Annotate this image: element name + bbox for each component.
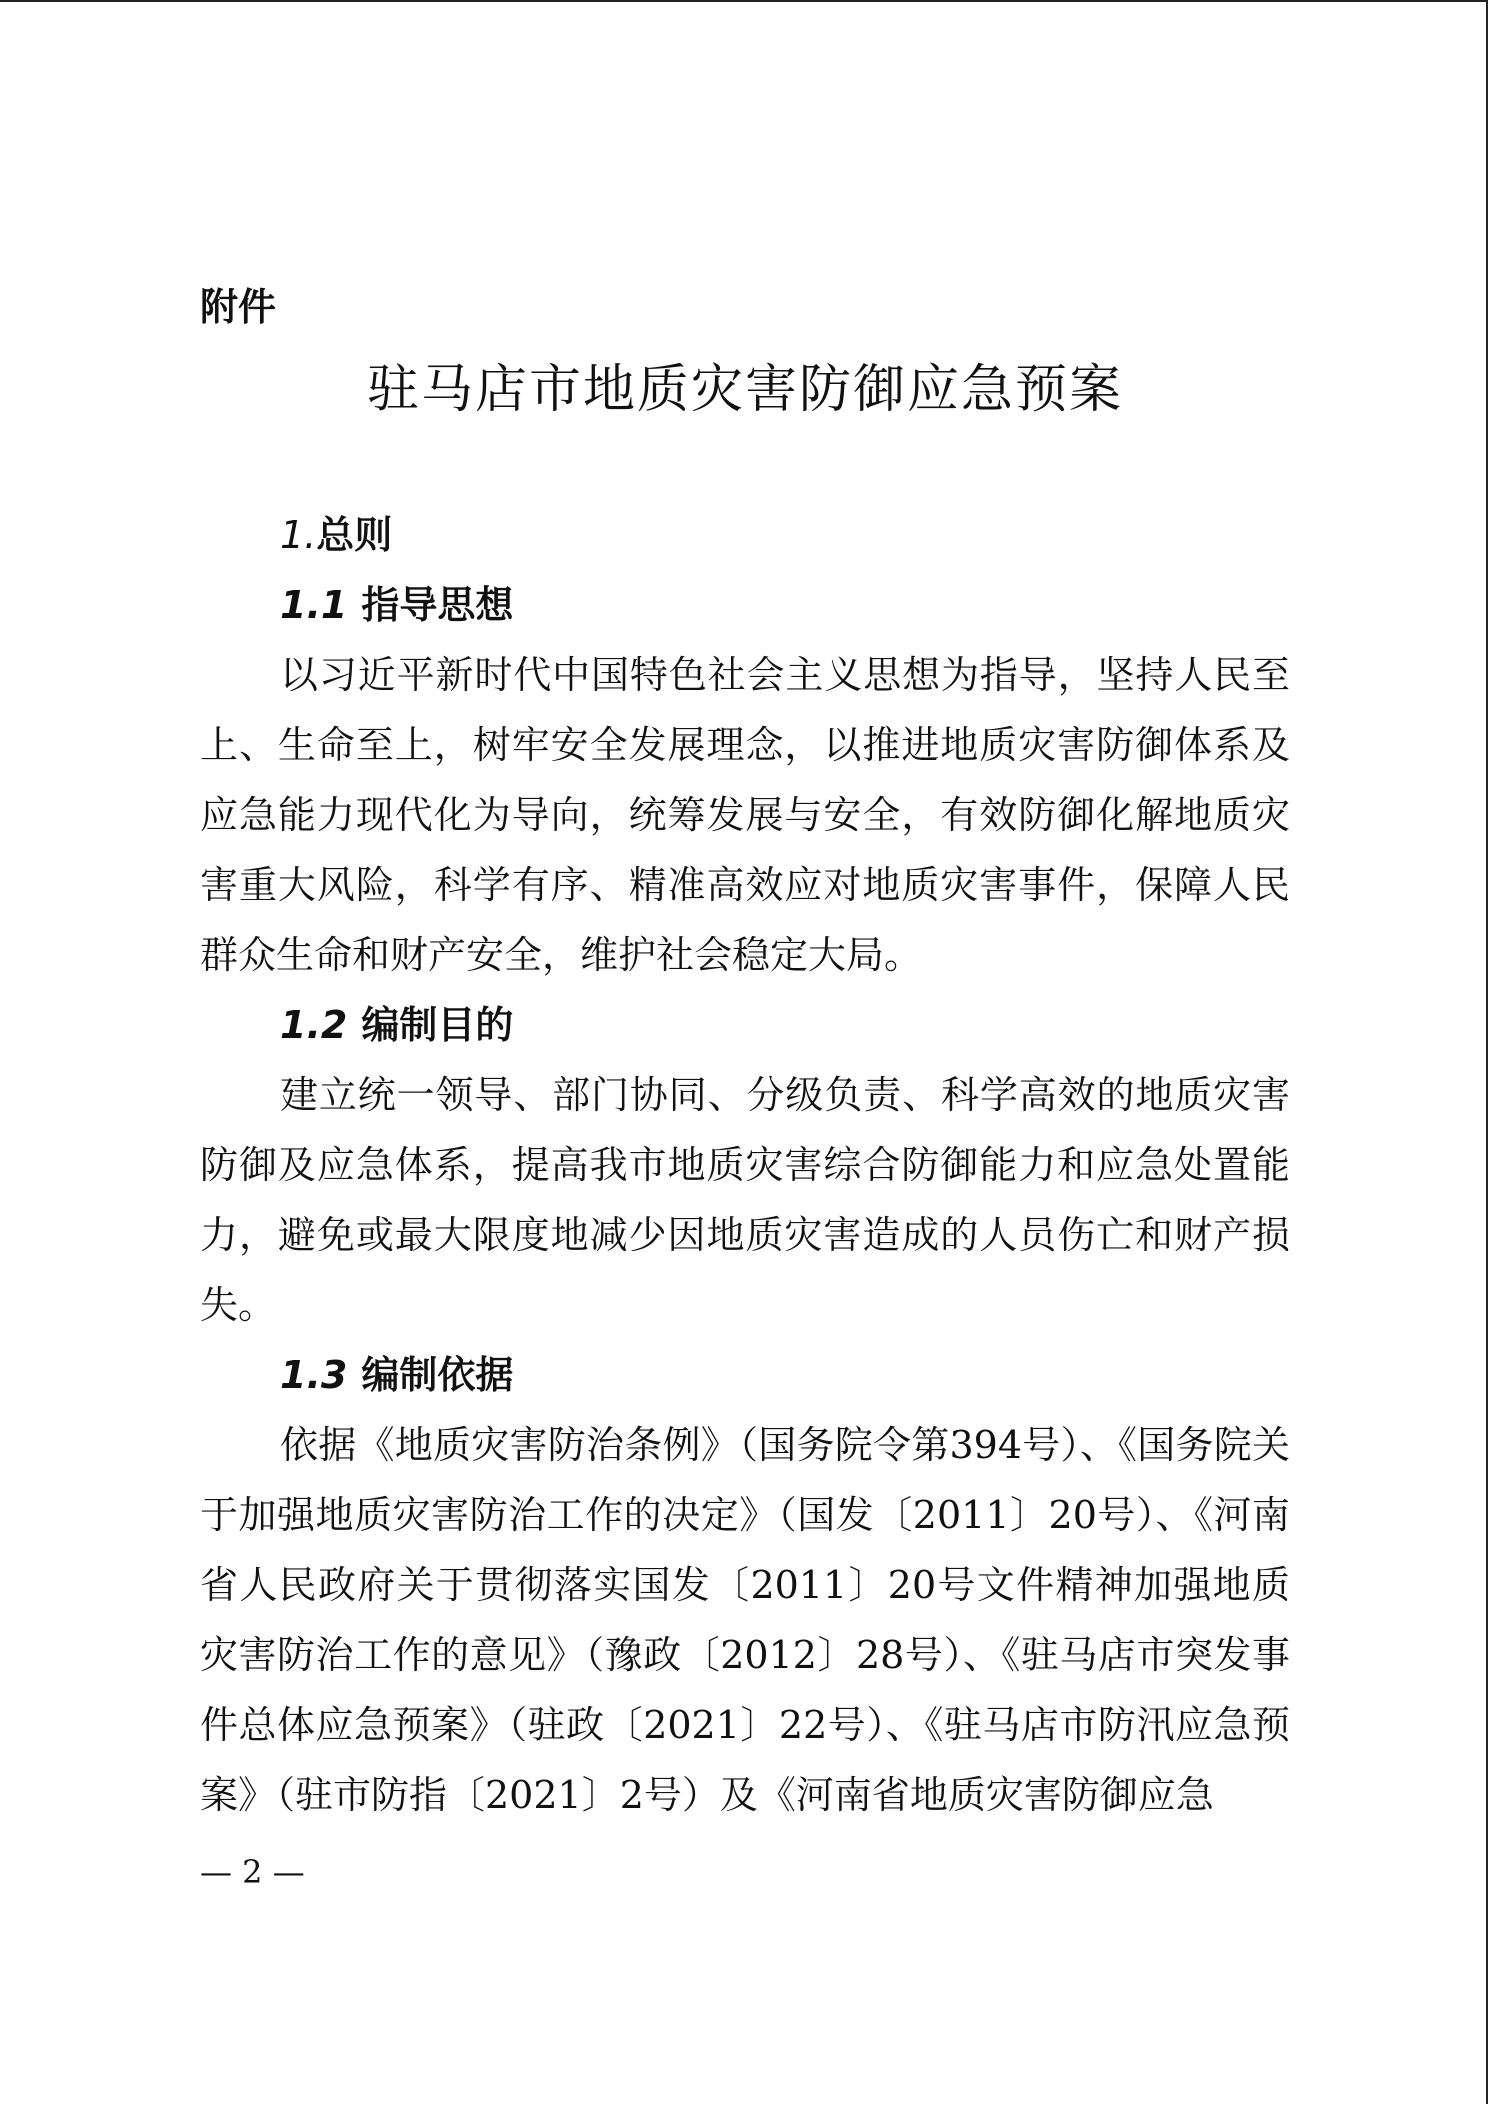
section-number: 1.1 xyxy=(280,583,348,627)
section-title: 编制目的 xyxy=(361,1003,514,1047)
section-heading-1-2 xyxy=(200,990,1290,1060)
section-title: 编制依据 xyxy=(361,1353,514,1397)
section-number: 1.3 xyxy=(280,1353,348,1397)
paragraph-purpose: 建立统一领导、部门协同、分级负责、科学高效的地质灾害防御及应急体系，提高我市地质灾害综合防御能力和应急处置能力，避免或最大限度地减少因地质灾害造成的人员伤亡和财产损失。 xyxy=(200,1073,1290,1327)
document-title: 驻马店市地质灾害防御应急预案 xyxy=(366,360,1123,420)
section-number: 1. xyxy=(280,513,317,557)
section-title: 总则 xyxy=(316,513,393,557)
attachment-label: 附件 xyxy=(200,285,277,329)
section-heading-1-1 xyxy=(200,570,1290,640)
document-body xyxy=(200,500,1290,1830)
paragraph-guiding-ideology: 以习近平新时代中国特色社会主义思想为指导，坚持人民至上、生命至上，树牢安全发展理念，以推进地质灾害防御体系及应急能力现代化为导向，统筹发展与安全，有效防御化解地质灾害重大风险，科学有序、精准高效应对地质灾害事件，保障人民群众生命和财产安全，维护社会稳定大局。 xyxy=(200,653,1290,977)
page-number: — 2 — xyxy=(200,1853,305,1891)
section-heading-1 xyxy=(200,500,1290,570)
page-border-top xyxy=(0,0,1488,2)
section-number: 1.2 xyxy=(280,1003,348,1047)
section-heading-1-3 xyxy=(200,1340,1290,1410)
paragraph-basis: 依据《地质灾害防治条例》（国务院令第394号）、《国务院关于加强地质灾害防治工作的决定》（国发〔2011〕20号）、《河南省人民政府关于贯彻落实国发〔2011〕20号文件精神加强地质灾害防治工作的意见》（豫政〔2012〕28号）、《驻马店市突发事件总体应急预案》（驻政〔2021〕22号）、《驻马店市防汛应急预案》（驻市防指〔2021〕2号）及《河南省地质灾害防御应急 xyxy=(200,1423,1290,1817)
section-title: 指导思想 xyxy=(361,583,514,627)
